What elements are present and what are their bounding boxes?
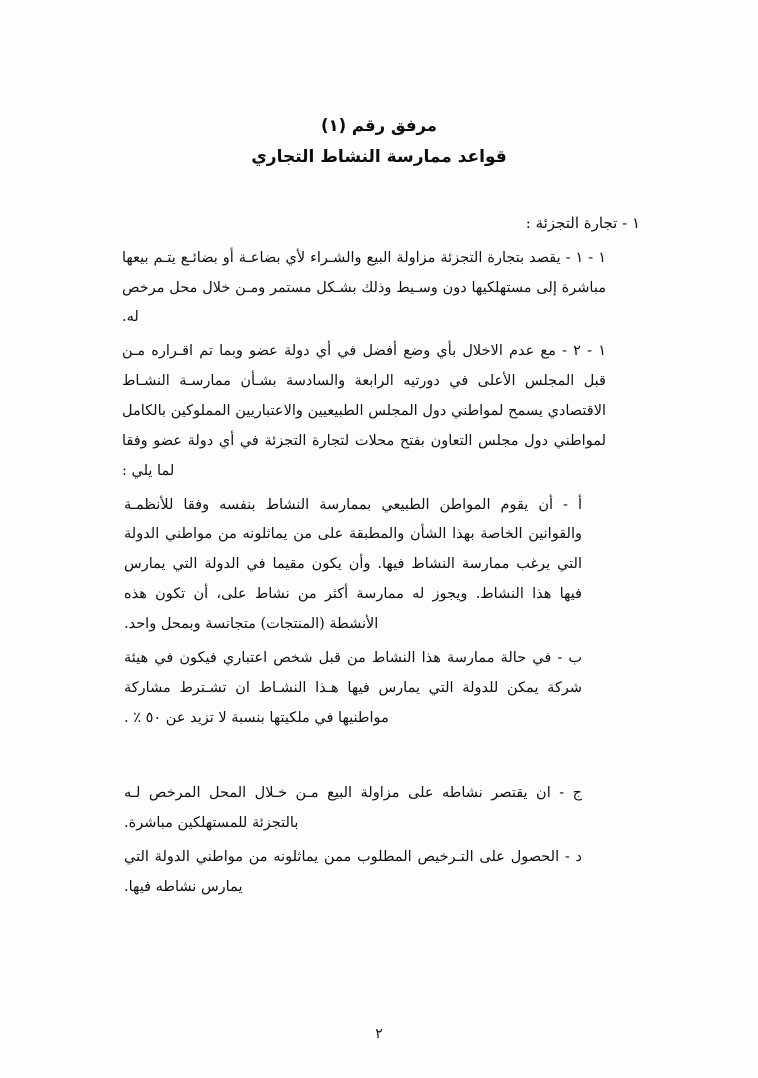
document-title: مرفق رقم (١) bbox=[320, 116, 438, 135]
section-heading: ١ - تجارة التجزئة : bbox=[525, 213, 640, 232]
page-number: ٢ bbox=[375, 1026, 383, 1042]
clause-a: أ - أن يقوم المواطن الطبيعي بممارسة النشاط بنفسه وفقا للأنظمـة والقوانين الخاصة بهذا الشأن والمطبقة على من يماثلونه من مواطني الدولة التي يرغب ممارسة النشاط فيها. وأن يكون مقيما في الدولة التي يمارس فيها هذا النشاط. ويجوز له ممارسة أكثر من نشاط على، أن تكون هذه الأنشطة (المنتجات) متجانسة وبمحل واحد. bbox=[124, 496, 582, 632]
clause-1-1: ١ - ١ - يقصد بتجارة التجزئة مزاولة البيع والشـراء لأي بضاعـة أو بضائـع يتـم بيعها مباشرة إلى مستهلكيها دون وسـيط وذلك بشـكل مستمر ومـن خلال محل مرخص له. bbox=[122, 249, 606, 326]
clause-d: د - الحصول على التـرخيص المطلوب ممن يماثلونه من مواطني الدولة التي يمارس نشاطه فيها. bbox=[124, 849, 582, 895]
document-header bbox=[118, 110, 640, 174]
clause-c: ج - ان يقتصر نشاطه على مزاولة البيع مـن خـلال المحل المرخص لـه بالتجزئة للمستهلكين مباشرة. bbox=[124, 785, 582, 832]
clause-1-2: ١ - ٢ - مع عدم الاخلال بأي وضع أفضل في أي دولة عضو وبما تم اقـراره مـن قبل المجلس الأعلى في دورتيه الرابعة والسادسة بشـأن ممارسـة النشـاط الاقتصادي يسمح لمواطني دول المجلس الطبيعيين والاعتباريين المملوكين بالكامل لمواطني دول مجلس التعاون بفتح محلات لتجارة التجزئة في أي دولة عضو وفقا لما يلي : bbox=[122, 343, 606, 479]
section-spacer bbox=[118, 737, 640, 779]
document-subtitle: قواعد ممارسة النشاط التجاري bbox=[251, 147, 507, 168]
clause-b: ب - في حالة ممارسة هذا النشاط من قبل شخص اعتباري فيكون في هيئة شركة يمكن للدولة التي يمارس فيها هـذا النشـاط ان تشـترط مشاركة مواطنيها في ملكيتها بنسبة لا تزيد عن ٥٠ ٪ . bbox=[124, 649, 582, 726]
